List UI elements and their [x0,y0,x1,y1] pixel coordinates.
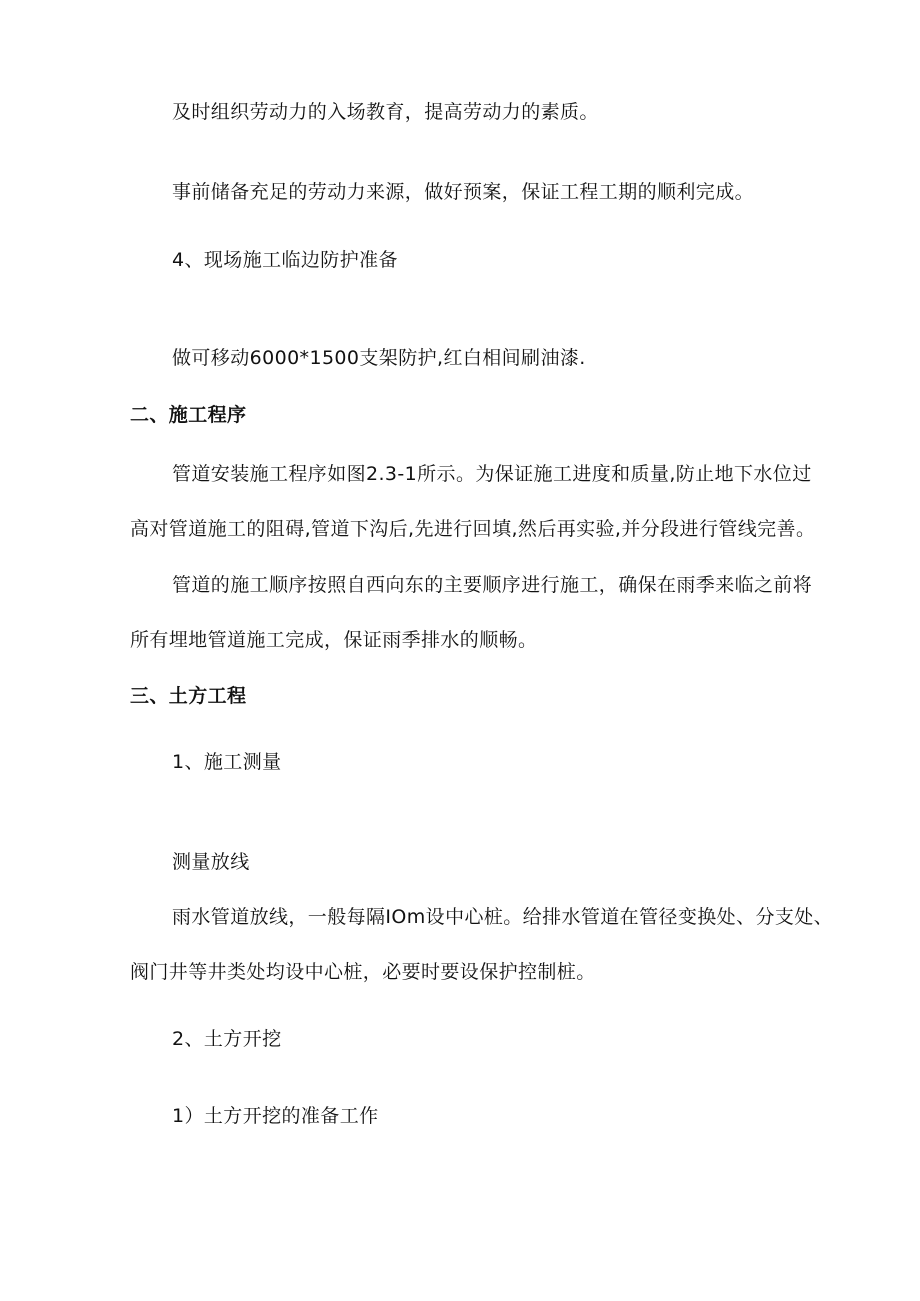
paragraph-line: 管道的施工顺序按照自西向东的主要顺序进行施工，确保在雨季来临之前将 [172,574,813,596]
subheading: 2、土方开挖 [172,1028,282,1050]
paragraph-line: 做可移动6000*1500支架防护,红白相间刷油漆. [172,347,586,369]
paragraph-line: 及时组织劳动力的入场教育，提高劳动力的素质。 [172,101,599,123]
paragraph-line: 高对管道施工的阻碍,管道下沟后,先进行回填,然后再实验,并分段进行管线完善。 [130,518,816,540]
paragraph-line: 所有埋地管道施工完成，保证雨季排水的顺畅。 [130,629,538,651]
paragraph-line: 雨水管道放线，一般每隔IOm设中心桩。给排水管道在管径变换处、分支处、 [172,906,834,928]
paragraph-line: 管道安装施工程序如图2.3-1所示。为保证施工进度和质量,防止地下水位过 [172,463,812,485]
subheading: 1）土方开挖的准备工作 [172,1105,379,1127]
subheading: 测量放线 [172,851,250,873]
paragraph-line: 阀门井等井类处均设中心桩，必要时要设保护控制桩。 [130,961,596,983]
paragraph-line: 事前储备充足的劳动力来源，做好预案，保证工程工期的顺利完成。 [172,181,755,203]
section-heading: 三、土方工程 [130,685,247,707]
subheading: 1、施工测量 [172,751,282,773]
subheading: 4、现场施工临边防护准备 [172,249,398,271]
section-heading: 二、施工程序 [130,404,247,426]
